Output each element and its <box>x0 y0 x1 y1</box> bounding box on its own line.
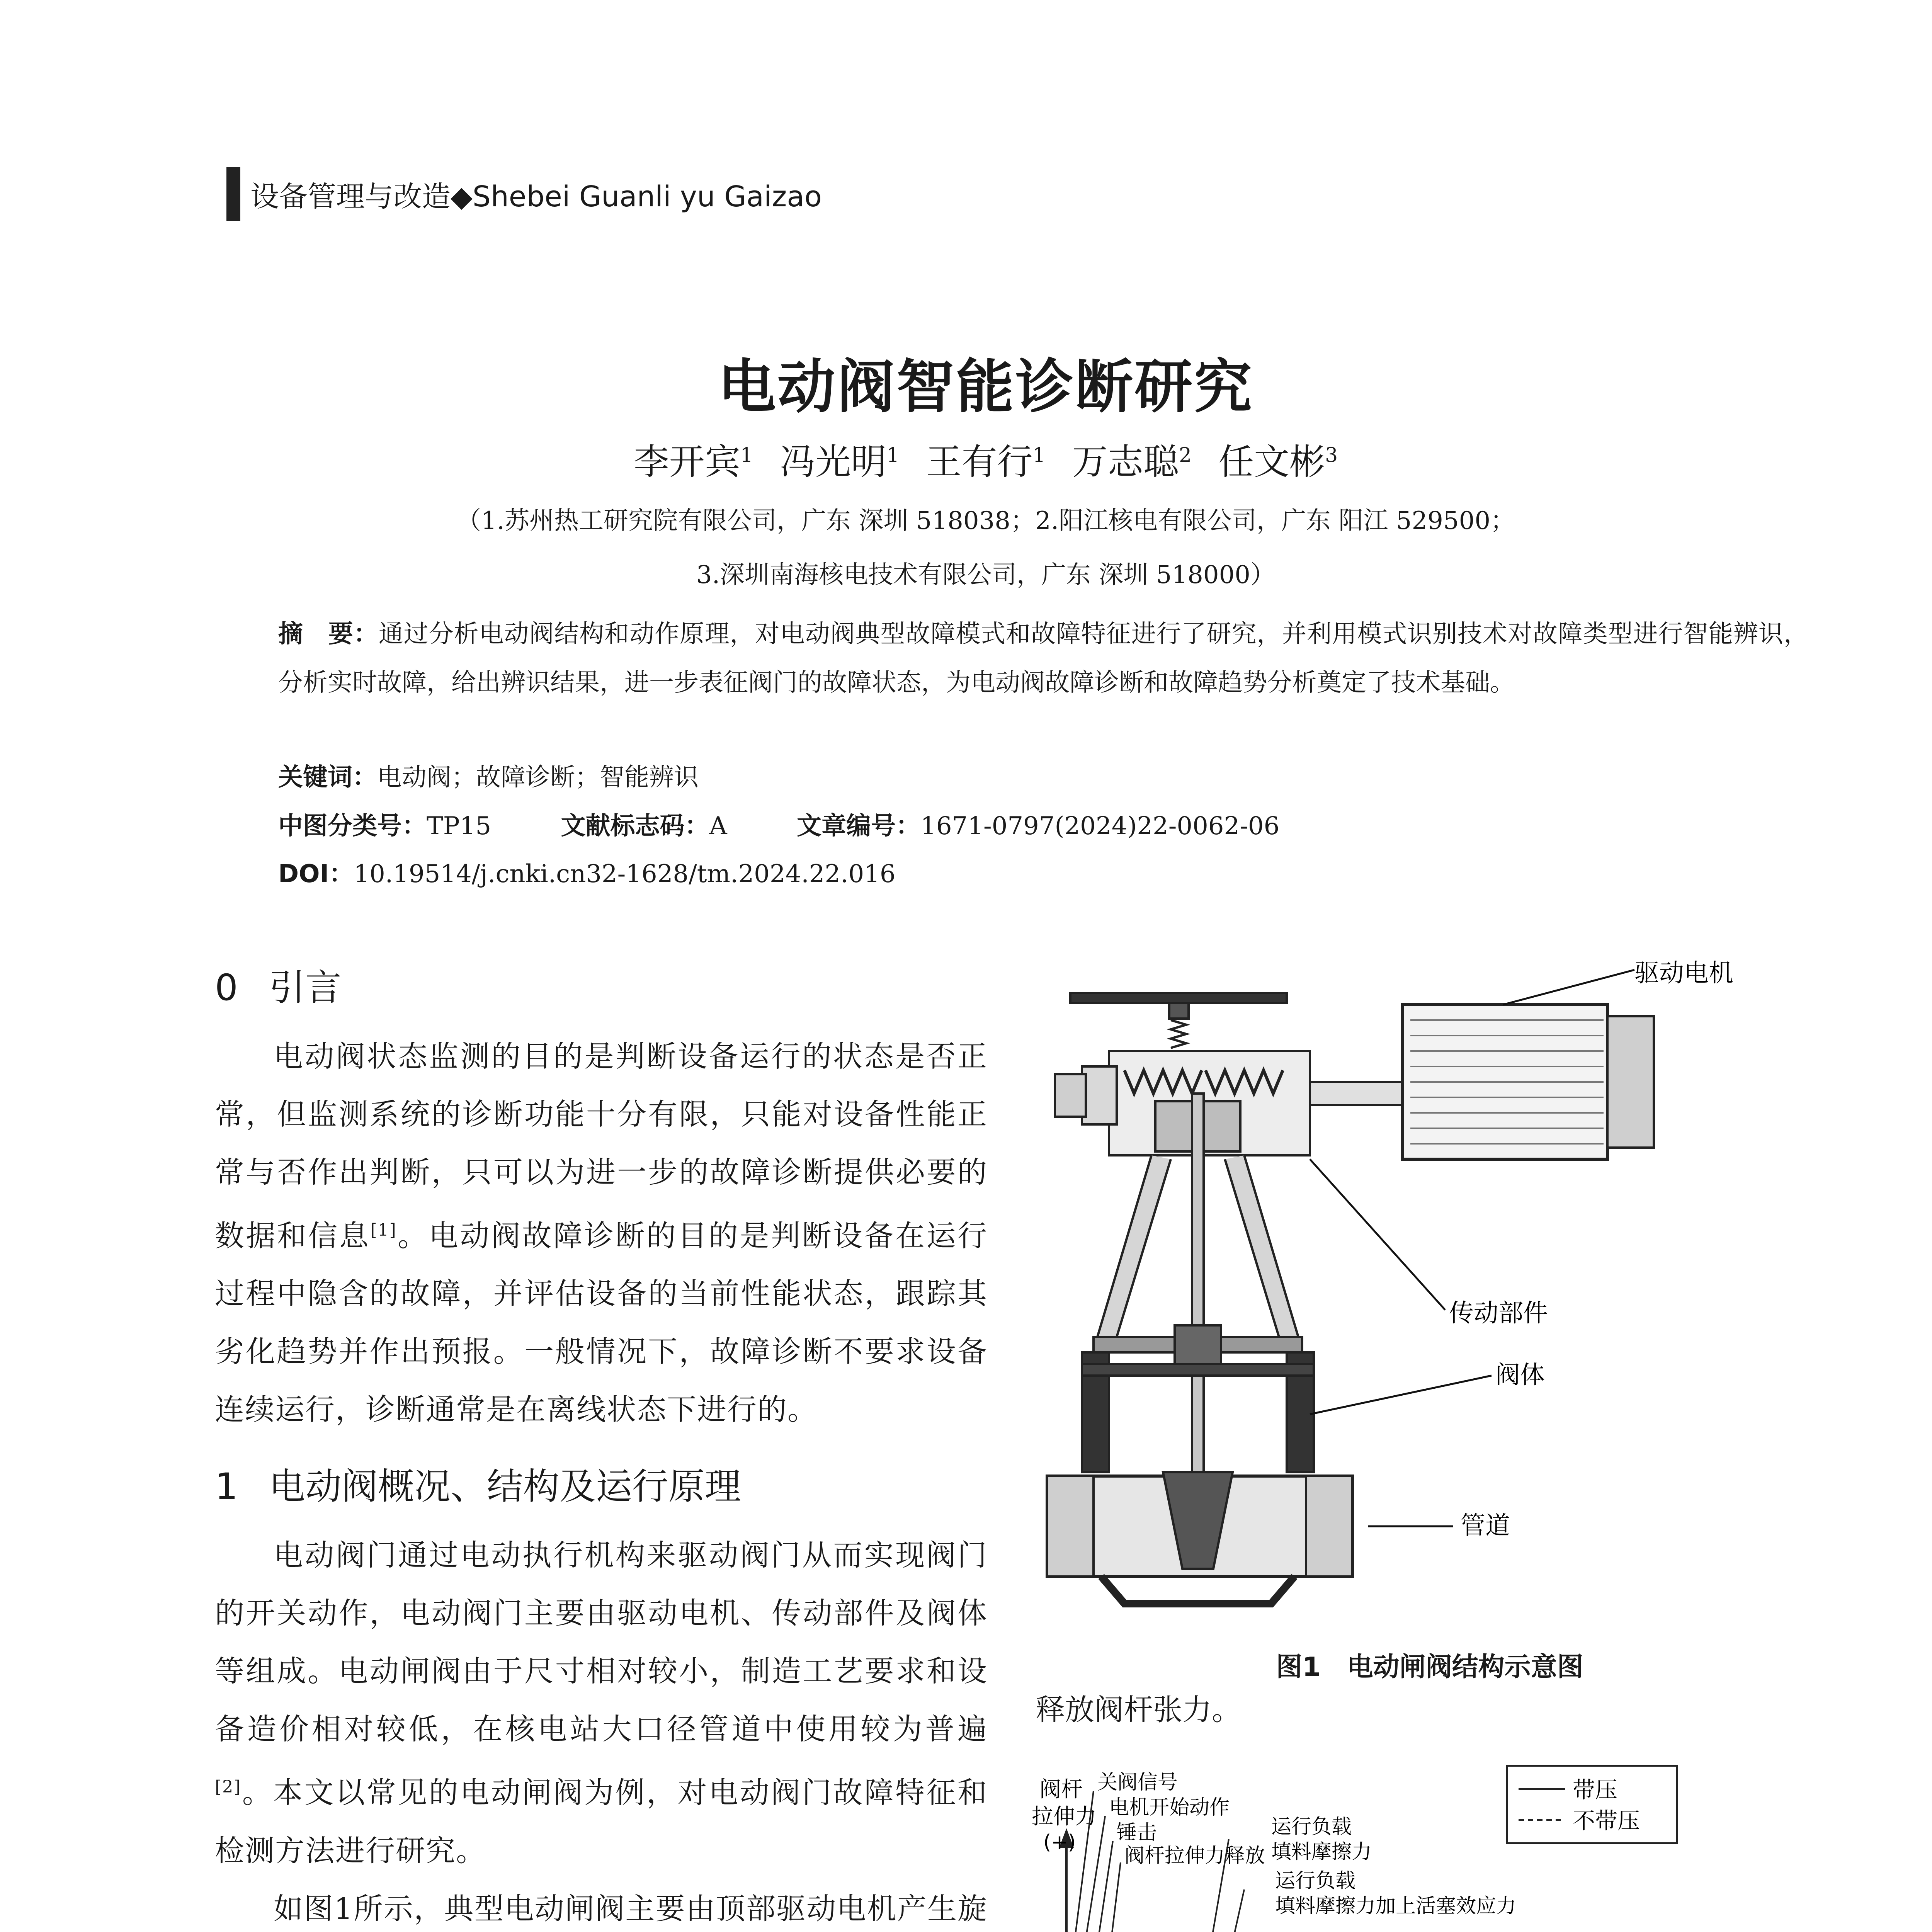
ann-running-load-1a: 运行负载 <box>1271 1815 1352 1838</box>
legend-without-pressure: 不带压 <box>1573 1808 1640 1834</box>
abstract <box>278 610 1808 707</box>
paragraph-overview: 电动阀门通过电动执行机构来驱动阀门从而实现阀门的开关动作，电动阀门主要由驱动电机、传动部件及阀体等组成。电动闸阀由于尺寸相对较小，制造工艺要求和设备造价相对较低，在核电站大口径管道中使用较为普遍[2]。本文以常见的电动闸阀为例，对电动阀门故障特征和检测方法进行研究。 <box>215 1538 988 1868</box>
abstract-text: 通过分析电动阀结构和动作原理，对电动阀典型故障模式和故障特征进行了研究，并利用模式识别技术对故障类型进行智能辨识，分析实时故障，给出辨识结果，进一步表征阀门的故障状态，为电动阀故障诊断和故障趋势分析奠定了技术基础。 <box>278 620 1808 697</box>
abstract-label: 摘 要： <box>278 620 379 648</box>
label-pipe: 管道 <box>1461 1512 1510 1540</box>
header-section: 设备管理与改造 <box>250 180 451 213</box>
author-list <box>0 434 1932 485</box>
ann-running-load-2b: 填料摩擦力加上活塞效应力 <box>1275 1895 1517 1918</box>
ann-tension-release: 阀杆拉伸力释放 <box>1124 1844 1265 1867</box>
label-transmission: 传动部件 <box>1449 1299 1548 1328</box>
figure-2-thrust-curve <box>1028 1762 1816 1932</box>
ann-motor-start: 电机开始动作 <box>1109 1796 1230 1819</box>
label-body: 阀体 <box>1495 1361 1545 1389</box>
section-heading-1: 1 电动阀概况、结构及运行原理 <box>215 1466 741 1508</box>
paragraph-continuation: 释放阀杆张力。 <box>1036 1692 1241 1727</box>
legend-with-pressure: 带压 <box>1573 1777 1618 1803</box>
clc-number: 中图分类号：TP15 <box>278 812 492 840</box>
citation-2: [2] <box>215 1777 242 1797</box>
section-heading-0: 0 引言 <box>215 967 342 1009</box>
keywords-label: 关键词： <box>278 763 377 792</box>
article-number: 文章编号：1671-0797(2024)22-0062-06 <box>797 812 1280 840</box>
valve-drawing <box>1047 993 1654 1604</box>
header-pinyin: Shebei Guanli yu Gaizao <box>472 180 822 213</box>
header-diamond: ◆ <box>451 180 473 213</box>
classification-line <box>278 806 1341 842</box>
author: 王有行$^1$ <box>926 441 1046 483</box>
figure-1-valve-diagram <box>1039 959 1820 1642</box>
y-label-tension-3: (+) <box>1043 1831 1076 1854</box>
y-label-tension-2: 拉伸力 <box>1032 1804 1097 1829</box>
document-code: 文献标志码：A <box>561 812 727 840</box>
doi-line <box>278 854 896 889</box>
paragraph-intro: 电动阀状态监测的目的是判断设备运行的状态是否正常，但监测系统的诊断功能十分有限，只能对设备性能正常与否作出判断，只可以为进一步的故障诊断提供必要的数据和信息[1]。电动阀故障诊断的目的是判断设备在运行过程中隐含的故障，并评估设备的当前性能状态，跟踪其劣化趋势并作出预报。一般情况下，故障诊断不要求设备连续运行，诊断通常是在离线状态下进行的。 <box>215 1039 988 1427</box>
ann-hammer: 锤击 <box>1117 1821 1157 1844</box>
paragraph-structure: 如图1所示，典型电动闸阀主要由顶部驱动电机产生旋 <box>274 1891 988 1926</box>
affiliation-line-2: 3.深圳南海核电技术有限公司，广东 深圳 518000） <box>696 561 1276 589</box>
legend <box>1507 1766 1677 1843</box>
keywords <box>278 757 699 793</box>
header-bar <box>226 167 240 221</box>
keywords-text: 电动阀；故障诊断；智能辨识 <box>377 763 699 792</box>
author: 任文彬$^3$ <box>1218 441 1338 483</box>
ann-running-load-2a: 运行负载 <box>1275 1869 1356 1893</box>
author: 万志聪$^2$ <box>1072 441 1192 483</box>
doi-label: DOI： <box>278 860 354 888</box>
figure-1-caption: 图1 电动闸阀结构示意图 <box>1276 1652 1583 1682</box>
label-motor: 驱动电机 <box>1634 959 1733 988</box>
y-label-tension-1: 阀杆 <box>1039 1777 1083 1802</box>
paper-title: 电动阀智能诊断研究 <box>718 354 1253 421</box>
ann-close-signal: 关阀信号 <box>1097 1771 1178 1794</box>
author: 冯光明$^1$ <box>780 441 900 483</box>
ann-running-load-1b: 填料摩擦力 <box>1271 1840 1372 1864</box>
affiliation-line-1: （1.苏州热工研究院有限公司，广东 深圳 518038；2.阳江核电有限公司，广东 阳江 529500； <box>456 507 1515 535</box>
doi-value: 10.19514/j.cnki.cn32-1628/tm.2024.22.016 <box>354 860 896 888</box>
citation-1: [1] <box>370 1220 397 1240</box>
left-column <box>215 958 988 1932</box>
running-header <box>250 174 822 215</box>
author: 李开宾$^1$ <box>633 441 753 483</box>
